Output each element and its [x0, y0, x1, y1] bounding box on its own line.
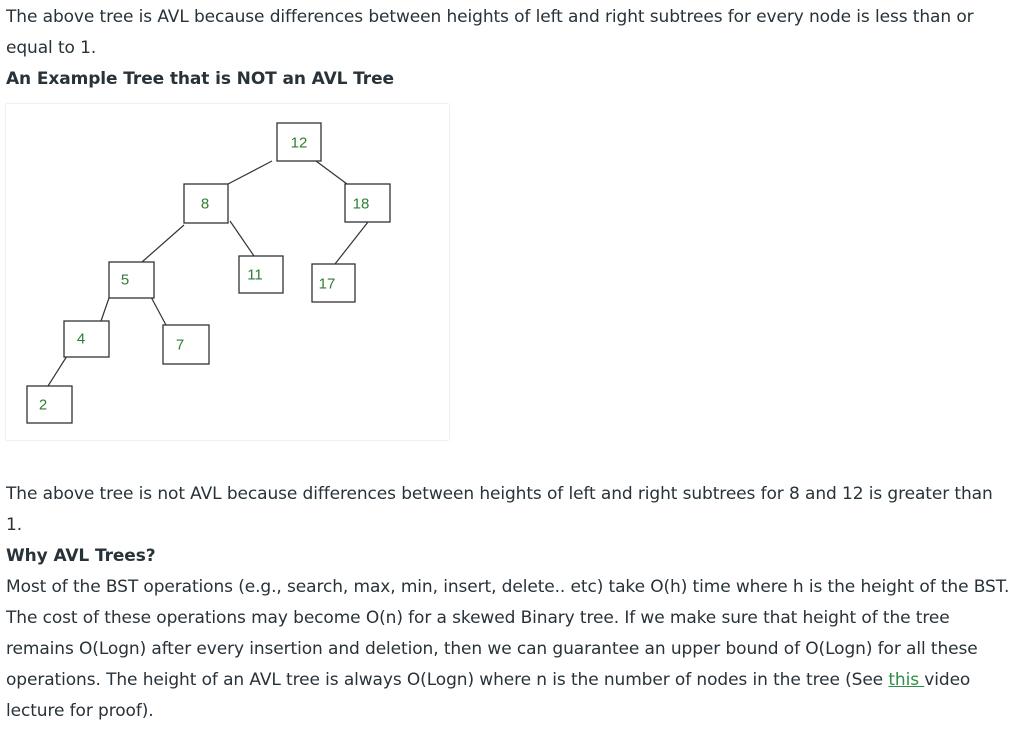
this-video-link[interactable]: this: [888, 670, 925, 690]
tree-node-5: [109, 262, 154, 298]
tree-node-17: [312, 264, 355, 302]
tree-node-8: [184, 184, 228, 223]
edge-5-7: [151, 297, 166, 325]
tree-node-7: [163, 325, 209, 364]
why-avl-heading: Why AVL Trees?: [6, 546, 156, 566]
tree-diagram: [6, 104, 449, 440]
svg-text:8: 8: [200, 195, 210, 213]
example-heading: An Example Tree that is NOT an AVL Tree: [6, 69, 394, 89]
why-text-after-link: video lecture for proof).: [6, 670, 971, 721]
non-avl-tree-figure: [6, 104, 449, 440]
tree-node-4: [64, 321, 109, 357]
explanation-paragraph: The above tree is not AVL because differences between heights of left and right subtrees for 8 and 12 is greater than 1.: [6, 484, 993, 535]
edge-5-4: [101, 298, 109, 321]
why-avl-paragraph: [6, 572, 1011, 727]
edge-18-17: [335, 222, 368, 264]
svg-text:17: 17: [318, 275, 336, 293]
svg-text:11: 11: [247, 266, 263, 284]
edge-12-18: [316, 161, 347, 184]
tree-node-2: [27, 386, 72, 423]
svg-text:5: 5: [120, 271, 130, 289]
svg-text:18: 18: [352, 195, 370, 213]
why-text-before-link: Most of the BST operations (e.g., search, max, min, insert, delete.. etc) take O(h) time where h is the height of the BST. The cost of these operations may become O(n) for a skewed Binary tree. If we make sure that height of the tree remains O(Logn) after every insertion and deletion, then we can guarantee an upper bound of O(Logn) for all these operations. The height of an AVL tree is always O(Logn) where n is the number of nodes in the tree (See: [6, 577, 1010, 690]
edge-4-2: [48, 356, 67, 386]
svg-text:12: 12: [290, 134, 308, 152]
svg-text:7: 7: [175, 336, 185, 354]
edge-8-5: [142, 225, 184, 262]
tree-node-11: [239, 256, 283, 293]
edge-8-11: [230, 221, 254, 256]
svg-text:4: 4: [76, 330, 86, 348]
edge-12-8: [228, 161, 272, 184]
tree-node-12: [277, 123, 321, 161]
svg-text:2: 2: [38, 396, 48, 414]
intro-paragraph: The above tree is AVL because differences between heights of left and right subtrees for every node is less than or equal to 1.: [6, 7, 974, 58]
tree-node-18: [345, 184, 390, 222]
